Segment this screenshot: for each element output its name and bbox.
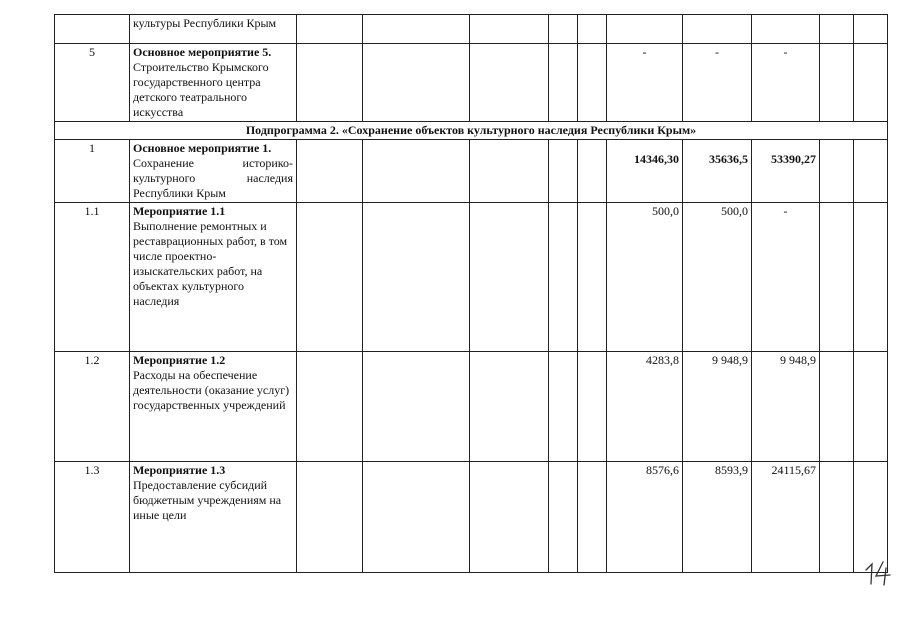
- value-cell: 8593,9: [683, 462, 752, 573]
- value-cell: -: [607, 44, 683, 122]
- row-number: 1.3: [55, 462, 130, 573]
- row-title: Мероприятие 1.1: [133, 204, 226, 218]
- value-cell: 9 948,9: [683, 352, 752, 462]
- value-cell: 9 948,9: [752, 352, 820, 462]
- table-row: [55, 352, 888, 462]
- row-number: 5: [55, 44, 130, 122]
- value-cell: 8576,6: [607, 462, 683, 573]
- table-row: [55, 44, 888, 122]
- table-row: [55, 15, 888, 44]
- program-table: [54, 14, 888, 573]
- row-description: [130, 462, 297, 573]
- handwritten-page-number: [862, 558, 896, 588]
- row-description: [130, 203, 297, 352]
- row-title: Основное мероприятие 5.: [133, 45, 272, 59]
- row-text: Расходы на обеспечение деятельности (оказание услуг) государственных учреждений: [133, 368, 290, 412]
- table-row: [55, 203, 888, 352]
- row-text: Выполнение ремонтных и реставрационных работ, в том числе проектно-изыскательских работ, на объектах культурного наследия: [133, 219, 288, 308]
- row-title: Мероприятие 1.3: [133, 463, 226, 477]
- value-cell: 4283,8: [607, 352, 683, 462]
- row-number: 1: [55, 140, 130, 203]
- value-cell: 24115,67: [752, 462, 820, 573]
- row-number: [55, 15, 130, 44]
- value-cell: 53390,27: [752, 140, 820, 203]
- value-cell: 500,0: [607, 203, 683, 352]
- row-description: [130, 140, 297, 203]
- row-title: Основное мероприятие 1.: [133, 141, 272, 155]
- row-number: 1.1: [55, 203, 130, 352]
- value-cell: -: [683, 44, 752, 122]
- row-description: [130, 352, 297, 462]
- value-cell: 35636,5: [683, 140, 752, 203]
- value-cell: -: [752, 44, 820, 122]
- row-description: [130, 44, 297, 122]
- row-text: Предоставление субсидий бюджетным учреждениям на иные цели: [133, 478, 282, 522]
- subprogram-title: Подпрограмма 2. «Сохранение объектов культурного наследия Республики Крым»: [55, 122, 888, 140]
- value-cell: 500,0: [683, 203, 752, 352]
- row-text: Строительство Крымского государственного центра детского театрального искусства: [133, 60, 269, 119]
- row-text: Сохранение историко-культурного наследия Республики Крым: [133, 156, 293, 200]
- table-row: [55, 462, 888, 573]
- subprogram-header-row: [55, 122, 888, 140]
- value-cell: 14346,30: [607, 140, 683, 203]
- table-row: [55, 140, 888, 203]
- row-title: Мероприятие 1.2: [133, 353, 226, 367]
- row-description: культуры Республики Крым: [130, 15, 297, 44]
- value-cell: -: [752, 203, 820, 352]
- row-number: 1.2: [55, 352, 130, 462]
